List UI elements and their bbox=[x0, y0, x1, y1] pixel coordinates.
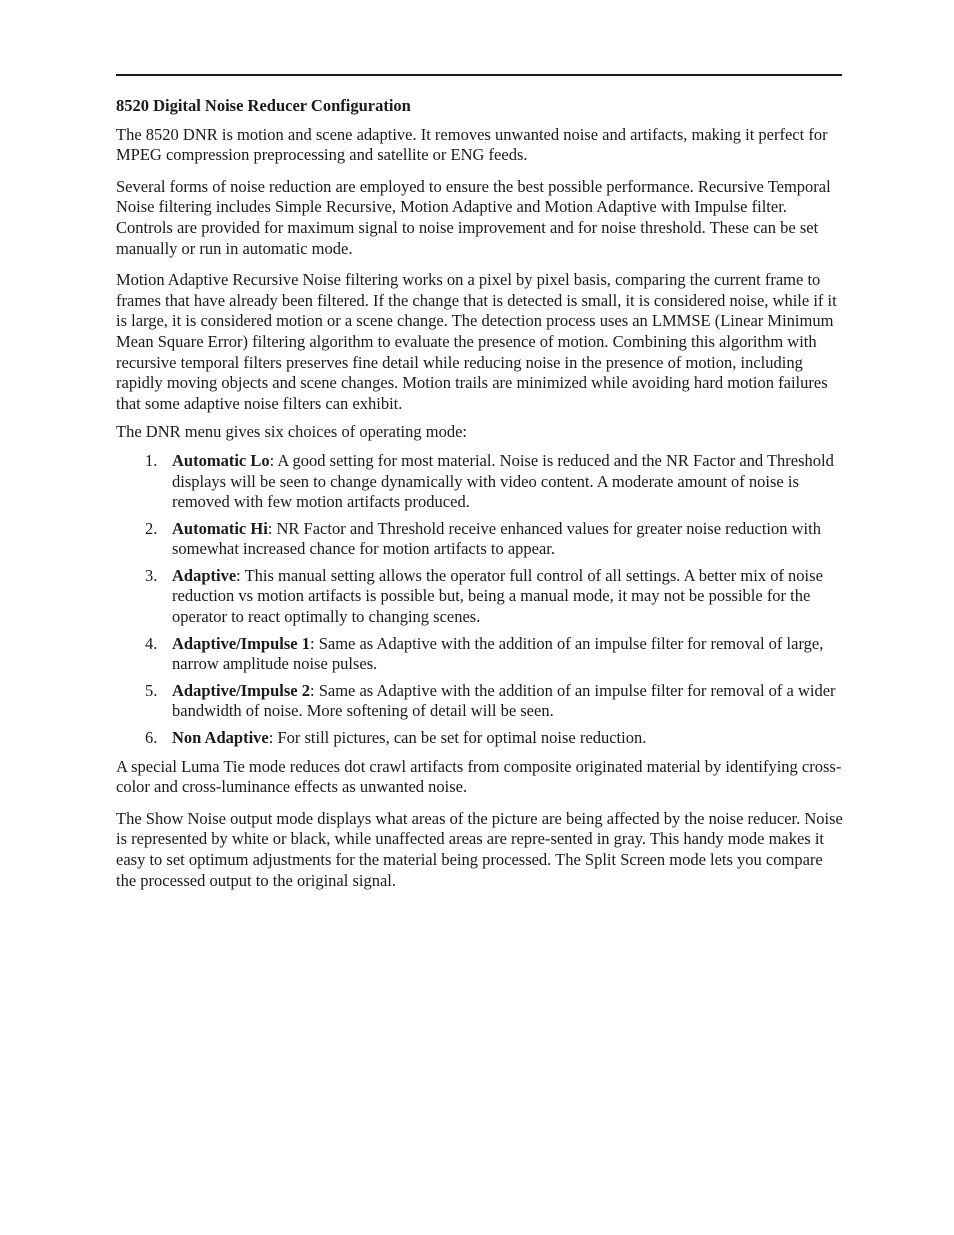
paragraph-luma-tie: A special Luma Tie mode reduces dot crawl artifacts from composite originated material by identifying cross-color and cross-luminance effects as unwanted noise. bbox=[116, 756, 842, 797]
list-item-text: : NR Factor and Threshold receive enhanced values for greater noise reduction with somewhat increased chance for motion artifacts to appear. bbox=[172, 518, 821, 559]
section-title: 8520 Digital Noise Reducer Configuration bbox=[116, 96, 411, 115]
paragraph-noise-forms: Several forms of noise reduction are employed to ensure the best possible performance. Recursive Temporal Noise filtering includes Simple Recursive, Motion Adaptive and Motion Adaptive with Impulse filter. Controls are provided for maximum signal to noise improvement and for noise threshold. These can be set manually or run in automatic mode. bbox=[116, 176, 831, 258]
list-item bbox=[116, 566, 844, 628]
list-item bbox=[116, 519, 844, 560]
list-item-number: 3. bbox=[145, 565, 158, 585]
paragraph-menu-intro: The DNR menu gives six choices of operating mode: bbox=[116, 422, 468, 442]
list-item bbox=[116, 634, 844, 675]
list-item-term: Adaptive/Impulse 2 bbox=[172, 680, 310, 700]
document-body bbox=[116, 96, 844, 902]
list-item-term: Automatic Lo bbox=[172, 450, 270, 470]
list-item bbox=[116, 728, 844, 749]
header-rule bbox=[116, 74, 842, 76]
list-item-text: : Same as Adaptive with the addition of an impulse filter for removal of large, narrow amplitude noise pulses. bbox=[172, 633, 824, 674]
list-item bbox=[116, 681, 844, 722]
list-item-number: 1. bbox=[145, 450, 158, 470]
mode-list bbox=[116, 451, 844, 749]
list-item bbox=[116, 451, 844, 513]
list-item-term: Automatic Hi bbox=[172, 518, 268, 538]
list-item-number: 5. bbox=[145, 680, 158, 700]
list-item-text: : A good setting for most material. Noise is reduced and the NR Factor and Threshold displays will be seen to change dynamically with video content. A moderate amount of noise is removed with few motion artifacts produced. bbox=[172, 450, 834, 512]
list-item-number: 4. bbox=[145, 633, 158, 653]
paragraph-show-noise: The Show Noise output mode displays what areas of the picture are being affected by the noise reducer. Noise is represented by white or black, while unaffected areas are repre-sented in gray. This handy mode makes it easy to set optimum adjustments for the material being processed. The Split Screen mode lets you compare the processed output to the original signal. bbox=[116, 808, 843, 890]
list-item-text: : Same as Adaptive with the addition of an impulse filter for removal of a wider bandwidth of noise. More softening of detail will be seen. bbox=[172, 680, 836, 721]
list-item-term: Adaptive bbox=[172, 565, 237, 585]
list-item-number: 6. bbox=[145, 728, 158, 748]
paragraph-motion-adaptive: Motion Adaptive Recursive Noise filtering works on a pixel by pixel basis, comparing the current frame to frames that have already been filtered. If the change that is detected is small, it is considered noise, while if it is large, it is considered motion or a scene change. The detection process uses an LMMSE (Linear Minimum Mean Square Error) filtering algorithm to evaluate the presence of motion. Combining this algorithm with recursive temporal filters preserves fine detail while reducing noise in the presence of motion, including rapidly moving objects and scene changes. Motion trails are minimized while avoiding hard motion failures that some adaptive noise filters can exhibit. bbox=[116, 270, 837, 413]
list-item-text: : This manual setting allows the operator full control of all settings. A better mix of noise reduction vs motion artifacts is possible but, being a manual mode, it may not be possible for the operator to react optimally to changing scenes. bbox=[172, 565, 823, 627]
list-item-number: 2. bbox=[145, 518, 158, 538]
list-item-term: Adaptive/Impulse 1 bbox=[172, 633, 310, 653]
paragraph-intro: The 8520 DNR is motion and scene adaptive. It removes unwanted noise and artifacts, making it perfect for MPEG compression preprocessing and satellite or ENG feeds. bbox=[116, 124, 828, 165]
list-item-text: : For still pictures, can be set for optimal noise reduction. bbox=[268, 728, 647, 748]
list-item-term: Non Adaptive bbox=[172, 728, 269, 748]
